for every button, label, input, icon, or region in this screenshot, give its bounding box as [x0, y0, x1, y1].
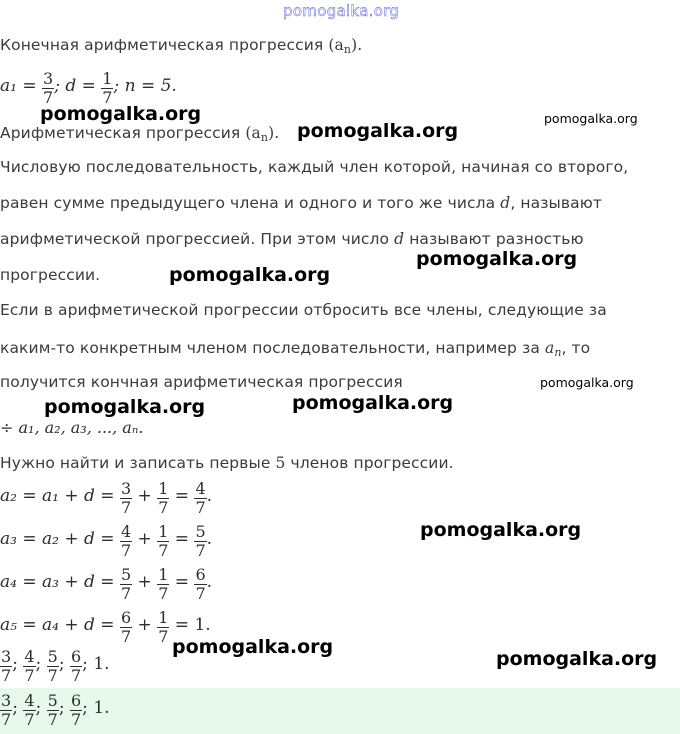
definition-heading: Арифметическая прогрессия $(a_n)$. [0, 124, 280, 144]
watermark: pomogalka.org [172, 636, 334, 658]
watermark: pomogalka.org [420, 519, 582, 541]
equation-a4: a₄ = a₃ + d = $\frac{5}{7}$ + $\frac{1}{7}$ = $\frac{6}{7}$ . [0, 565, 213, 603]
watermark: pomogalka.org [496, 648, 658, 670]
given-line [0, 68, 177, 105]
watermark-top: pomogalka.org [283, 2, 400, 20]
watermark: pomogalka.org [40, 103, 202, 125]
paragraph-2-line-2: каким-то конкретным членом последовательности, например за $a_n$, то [0, 339, 591, 359]
title-math: $(a_n)$. [328, 36, 363, 56]
watermark: pomogalka.org [544, 111, 638, 126]
paragraph-1-line-2: равен сумме предыдущего члена и одного и того же числа d, называют [0, 194, 602, 212]
given-d-frac: $\frac{1}{7}$ [102, 69, 113, 107]
given-a1: a₁ = [0, 76, 37, 96]
paragraph-2-line-1: Если в арифметической прогрессии отбросить все члены, следующие за [0, 301, 607, 319]
watermark: pomogalka.org [44, 396, 206, 418]
given-a1-frac: $\frac{3}{7}$ [43, 69, 54, 107]
equation-a5: a₅ = a₄ + d = $\frac{6}{7}$ + $\frac{1}{7}$ = 1. [0, 608, 211, 646]
paragraph-2-line-3: получится кончная арифметическая прогрессия [0, 373, 403, 391]
watermark: pomogalka.org [297, 120, 459, 142]
watermark: pomogalka.org [292, 392, 454, 414]
given-n: ; n = 5. [113, 76, 177, 96]
paragraph-1-line-1: Числовую последовательность, каждый член которой, начиная со второго, [0, 158, 629, 176]
watermark: pomogalka.org [169, 264, 331, 286]
paragraph-1-line-3: арифметической прогрессией. При этом число d называют разностью [0, 230, 584, 248]
given-d: ; d = [54, 76, 96, 96]
watermark: pomogalka.org [540, 375, 634, 390]
answer-sequence: $\frac{3}{7}$ ; $\frac{4}{7}$ ; $\frac{5}{7}$ ; $\frac{6}{7}$ ; 1. [1, 691, 110, 729]
sequence-line: ÷ a₁, a₂, a₃, ..., aₙ. [0, 418, 144, 437]
title-text: Конечная арифметическая прогрессия [0, 36, 324, 54]
watermark: pomogalka.org [416, 248, 578, 270]
task-line: Нужно найти и записать первые 5 членов прогрессии. [0, 454, 454, 472]
result-sequence: $\frac{3}{7}$ ; $\frac{4}{7}$ ; $\frac{5}{7}$ ; $\frac{6}{7}$ ; 1. [1, 647, 110, 685]
equation-a3: a₃ = a₂ + d = $\frac{4}{7}$ + $\frac{1}{7}$ = $\frac{5}{7}$ . [0, 522, 213, 560]
title-line [0, 35, 362, 60]
equation-a2: a₂ = a₁ + d = $\frac{3}{7}$ + $\frac{1}{7}$ = $\frac{4}{7}$ . [0, 479, 213, 517]
paragraph-1-line-4: прогрессии. [0, 266, 101, 284]
